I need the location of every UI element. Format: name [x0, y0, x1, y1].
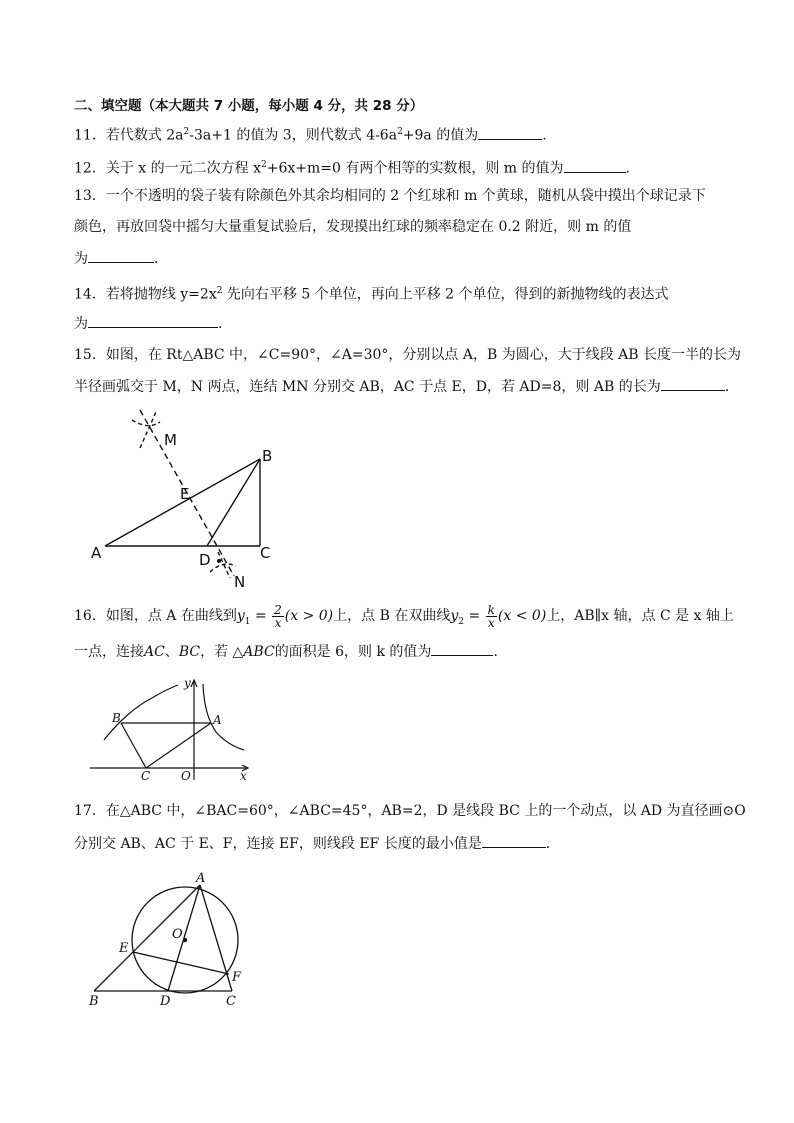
q15-label-e: E — [180, 485, 190, 503]
q15-end: . — [724, 379, 730, 395]
q16-frac1-num: 2 — [274, 602, 282, 617]
q12-end: . — [625, 160, 630, 177]
q13-line3: 为 — [74, 251, 88, 267]
question-13-line-3 — [74, 248, 168, 269]
q14-text-b: 先向右平移 5 个单位，再向上平移 2 个单位，得到的新抛物线的表达式 — [222, 286, 669, 303]
q16-eq2: = — [464, 608, 485, 624]
q15-number: 15． — [74, 347, 106, 363]
q17-label-d: D — [160, 994, 171, 1009]
question-11 — [74, 122, 547, 146]
q16-label-x: x — [240, 769, 247, 783]
q16-fraction-1 — [272, 604, 284, 629]
q12-answer-blank[interactable] — [564, 158, 626, 173]
q16-label-o: O — [181, 769, 191, 783]
q16-label-y: y — [184, 676, 191, 690]
q15-label-n: N — [234, 573, 246, 591]
q12-text-b: +6x+m=0 有两个相等的实数根，则 m 的值为 — [266, 160, 564, 177]
q16-segment-bc — [121, 723, 146, 768]
q16-text-b: 上，点 B 在双曲线 — [333, 608, 451, 624]
q16-label-b: B — [112, 711, 121, 725]
q16-cond1: (x > 0) — [284, 608, 334, 624]
q16-bc: BC — [178, 644, 201, 660]
q17-segment-ef — [133, 952, 229, 974]
q15-label-c: C — [260, 544, 271, 562]
q17-end: ． — [545, 836, 560, 852]
question-15-line-2 — [74, 376, 729, 397]
q16-fraction-2 — [486, 604, 497, 629]
q17-center-o — [183, 938, 187, 942]
q15-line1: 如图，在 Rt△ABC 中，∠C=90°，∠A=30°，分别以点 A，B 为圆心，大于线段 AB 长度一半的长为 — [105, 347, 742, 363]
q14-number: 14． — [74, 286, 106, 303]
q17-answer-blank[interactable] — [482, 833, 546, 848]
q14-text-a: 若将抛物线 y=2x — [105, 286, 217, 303]
q11-end: . — [542, 127, 547, 144]
q11-sup1: 2 — [183, 127, 190, 137]
q16-label-c: C — [141, 769, 151, 783]
q16-number: 16． — [74, 608, 106, 624]
q15-answer-blank[interactable] — [661, 376, 725, 391]
q13-line2: 颜色，再放回袋中摇匀大量重复试验后，发现摸出红球的频率稳定在 0.2 附近，则 m 的值 — [74, 219, 632, 235]
q16-label-a: A — [213, 713, 222, 727]
q15-label-b: B — [262, 447, 273, 465]
q16-frac2-num: k — [487, 602, 495, 617]
q16-ac: AC — [144, 644, 165, 660]
question-17-line-1 — [74, 801, 746, 821]
question-12 — [74, 155, 630, 179]
q13-answer-blank[interactable] — [88, 248, 154, 263]
q14-answer-blank[interactable] — [88, 313, 218, 328]
q15-label-a: A — [91, 544, 102, 562]
q16-frac1-den: x — [274, 615, 282, 630]
q17-segment-ac — [200, 885, 232, 991]
q17-label-f: F — [232, 970, 242, 985]
q16-sep: 、 — [164, 644, 179, 660]
q16-sub2: 2 — [458, 616, 464, 627]
q15-arc-n-1 — [210, 564, 236, 572]
q17-label-o: O — [172, 927, 183, 942]
q17-number: 17． — [74, 803, 106, 819]
q11-sup2: 2 — [397, 127, 403, 137]
q14-line2: 为 — [74, 316, 88, 332]
q16-line2-c: 的面积是 6，则 k 的值为 — [274, 644, 432, 660]
q13-end: ． — [154, 251, 168, 267]
q11-number: 11． — [74, 127, 106, 144]
q15-label-m: M — [164, 431, 177, 449]
q15-label-d: D — [199, 551, 211, 569]
question-13-line-1 — [74, 186, 706, 206]
q15-figure — [88, 400, 288, 590]
question-16-line-2 — [74, 641, 507, 662]
q11-text-b: -3a+1 的值为 3，则代数式 4-6a — [189, 127, 398, 144]
q16-text-c: 上，AB∥x 轴，点 C 是 x 轴上 — [546, 608, 734, 624]
q15-point-n — [217, 559, 221, 563]
q16-abc: ABC — [243, 644, 275, 660]
q16-answer-blank[interactable] — [431, 641, 493, 656]
q17-label-c: C — [226, 994, 236, 1009]
section-title: 二、填空题（本大题共 7 小题，每小题 4 分，共 28 分） — [74, 98, 424, 114]
q11-text-c: +9a 的值为 — [402, 127, 479, 144]
q16-curve-y1 — [203, 684, 244, 750]
q16-y2: y — [450, 608, 459, 624]
q17-label-b: B — [89, 994, 99, 1009]
q14-end: . — [218, 316, 223, 332]
q15-arc-m-2 — [140, 412, 156, 448]
q12-text-a: 关于 x 的一元二次方程 x — [105, 160, 261, 177]
q12-sup1: 2 — [260, 160, 267, 170]
q15-arc-n-2 — [218, 552, 230, 578]
q17-line2-a: 分别交 AB、AC 于 E、F，连接 EF，则线段 EF 长度的最小值是 — [74, 836, 482, 852]
q16-figure — [88, 676, 258, 786]
question-17-line-2 — [74, 833, 560, 854]
q17-label-a: A — [196, 871, 206, 886]
q12-number: 12． — [74, 160, 106, 177]
question-14-line-2 — [74, 313, 222, 334]
q16-end: ． — [493, 644, 508, 660]
q16-line2-a: 一点，连接 — [74, 644, 144, 660]
q15-line2: 半径画弧交于 M，N 两点，连结 MN 分别交 AB，AC 于点 E，D，若 AD=8，则 AB 的长为 — [74, 379, 661, 395]
q16-segment-ac — [146, 723, 211, 768]
q14-sup1: 2 — [216, 286, 223, 296]
q17-figure — [86, 870, 256, 1010]
q13-line1: 一个不透明的袋子装有除颜色外其余均相同的 2 个红球和 m 个黄球，随机从袋中摸出个球记录下 — [105, 188, 706, 204]
q11-text-a: 若代数式 2a — [105, 127, 184, 144]
question-15-line-1 — [74, 345, 741, 365]
q16-line2-b: ，若 △ — [200, 644, 244, 660]
q13-number: 13． — [74, 188, 106, 204]
q16-frac2-den: x — [487, 615, 495, 630]
q16-cond2: (x < 0) — [497, 608, 547, 624]
question-14-line-1 — [74, 281, 669, 305]
q15-segment-bd — [207, 459, 260, 546]
q16-sub1: 1 — [244, 616, 251, 627]
q16-text-a: 如图，点 A 在曲线到 — [105, 608, 237, 624]
q16-eq1: = — [250, 608, 272, 624]
question-13-line-2 — [74, 217, 631, 237]
q17-label-e: E — [119, 941, 129, 956]
q11-answer-blank[interactable] — [478, 125, 542, 140]
question-16-line-1 — [74, 603, 734, 635]
q16-y1: y — [236, 608, 245, 624]
q17-line1: 在△ABC 中，∠BAC=60°，∠ABC=45°，AB=2，D 是线段 BC 上的一个动点，以 AD 为直径画⊙O — [105, 803, 746, 819]
